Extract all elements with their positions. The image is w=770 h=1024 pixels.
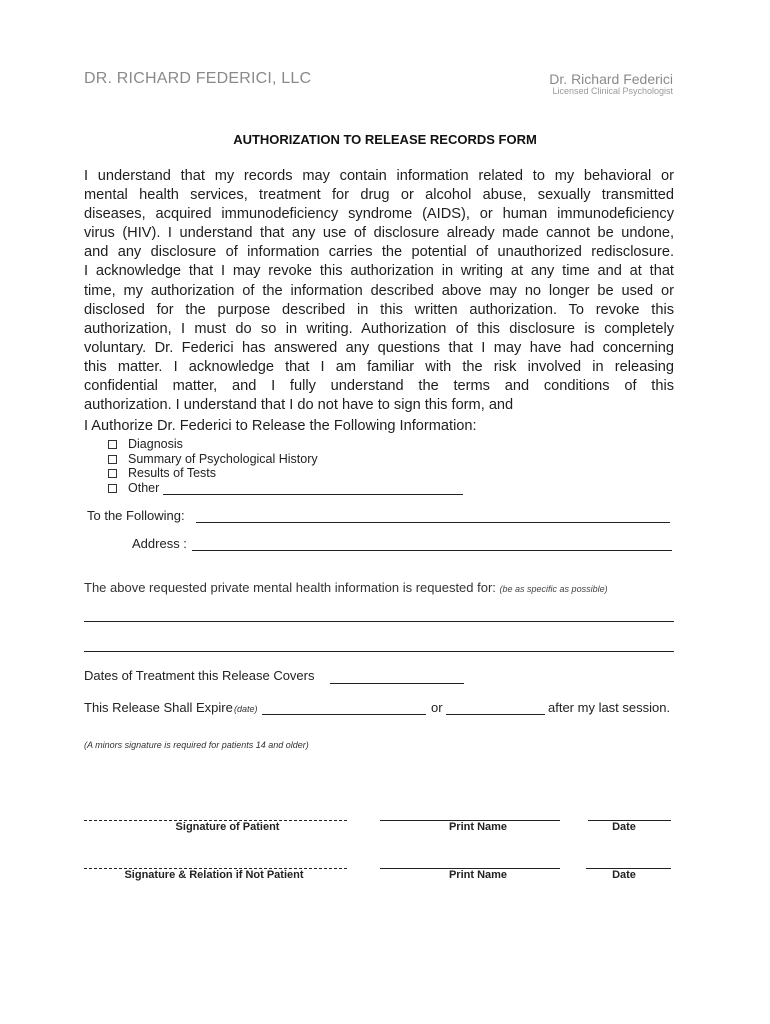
address-input-line[interactable]	[192, 550, 672, 551]
purpose-input-line-2[interactable]	[84, 651, 674, 652]
paragraph-line: this matter. I acknowledge that I am familiar with the risk involved in releasing	[84, 358, 674, 375]
paragraph-line: confidential matter, and I fully understand the terms and conditions of this	[84, 378, 674, 395]
patient-date-label: Date	[612, 821, 636, 833]
practice-name: DR. RICHARD FEDERICI, LLC	[84, 70, 312, 87]
expire-event-input-line[interactable]	[446, 714, 545, 715]
checkbox[interactable]	[108, 440, 117, 449]
paragraph-line: virus (HIV). I understand that any use of disclosure already made cannot be undone,	[84, 225, 674, 242]
treatment-dates-input-line[interactable]	[330, 683, 464, 684]
paragraph-line: authorization, I must do so in writing. Authorization of this disclosure is completely	[84, 320, 674, 337]
checkbox[interactable]	[108, 484, 117, 493]
release-item-label: Other	[128, 481, 160, 496]
paragraph-line: time, my authorization of the information described above may no longer be used or	[84, 282, 674, 299]
doctor-credential: Licensed Clinical Psychologist	[552, 86, 673, 96]
purpose-label	[84, 580, 608, 595]
purpose-label-text: The above requested private mental health information is requested for:	[84, 580, 496, 595]
to-following-input-line[interactable]	[196, 522, 670, 523]
expire-or: or	[431, 700, 443, 715]
address-label: Address :	[132, 536, 187, 551]
checkbox[interactable]	[108, 455, 117, 464]
to-following-label: To the Following:	[87, 508, 185, 523]
release-item-label: Results of Tests	[128, 466, 217, 481]
other-input-line[interactable]	[163, 482, 463, 495]
purpose-input-line-1[interactable]	[84, 621, 674, 622]
paragraph-line: diseases, acquired immunodeficiency syndrome (AIDS), or human immunodeficiency	[84, 206, 674, 223]
paragraph-line: I acknowledge that I may revoke this authorization in writing at any time and at that	[84, 263, 674, 280]
release-item-other[interactable]	[108, 481, 463, 496]
paragraph-line: disclosed for the purpose described in this written authorization. To revoke this	[84, 301, 674, 318]
relation-signature-label: Signature & Relation if Not Patient	[124, 869, 304, 881]
authorization-paragraph	[84, 167, 674, 415]
relation-date-label: Date	[612, 869, 636, 881]
release-item-history[interactable]	[108, 452, 463, 467]
checkbox[interactable]	[108, 469, 117, 478]
expire-label: This Release Shall Expire	[84, 700, 233, 715]
authorize-heading: I Authorize Dr. Federici to Release the Following Information:	[84, 418, 477, 434]
release-item-diagnosis[interactable]	[108, 437, 463, 452]
release-item-label: Summary of Psychological History	[128, 451, 318, 466]
paragraph-line: voluntary. Dr. Federici has answered any questions that I may have had concerning	[84, 339, 674, 356]
treatment-dates-label: Dates of Treatment this Release Covers	[84, 668, 315, 683]
purpose-hint: (be as specific as possible)	[499, 584, 608, 594]
paragraph-line: mental health services, treatment for drug or alcohol abuse, sexually transmitted	[84, 187, 674, 204]
release-items-list	[108, 437, 463, 496]
paragraph-line: I understand that my records may contain information related to my behavioral or	[84, 168, 674, 184]
patient-print-name-label: Print Name	[448, 821, 508, 833]
doctor-name: Dr. Richard Federici	[549, 71, 673, 87]
form-title: AUTHORIZATION TO RELEASE RECORDS FORM	[233, 132, 537, 147]
release-item-label: Diagnosis	[128, 437, 183, 451]
expire-date-hint: (date)	[234, 704, 258, 714]
minor-signature-note: (A minors signature is required for patients 14 and older)	[84, 740, 309, 750]
expire-date-input-line[interactable]	[262, 714, 426, 715]
relation-print-name-label: Print Name	[448, 869, 508, 881]
paragraph-line: and any disclosure of information carries the potential of unauthorized redisclosure.	[84, 244, 674, 261]
expire-after-text: after my last session.	[548, 700, 671, 715]
release-item-tests[interactable]	[108, 466, 463, 481]
paragraph-line: authorization. I understand that I do not have to sign this form, and	[84, 397, 514, 414]
patient-signature-label: Signature of Patient	[175, 821, 280, 833]
